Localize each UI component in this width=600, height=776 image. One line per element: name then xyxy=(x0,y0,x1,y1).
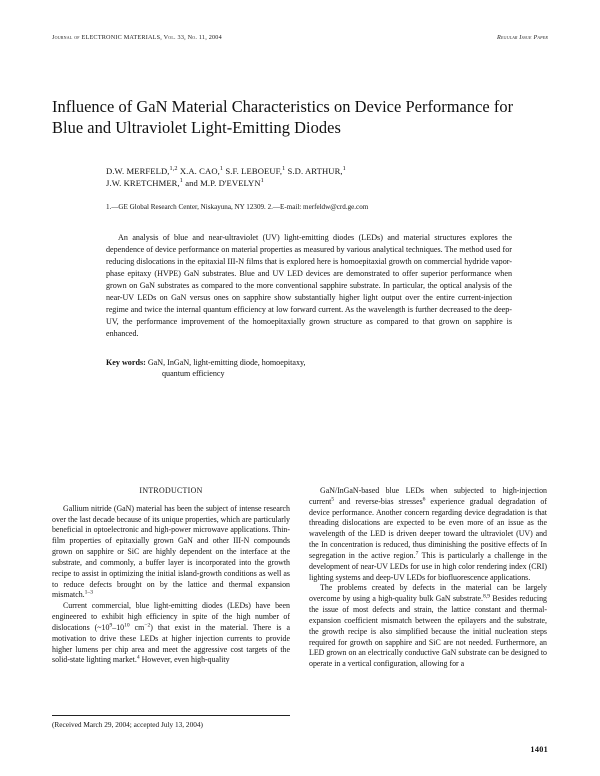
author-line-1: D.W. MERFELD,$^{1,2}$ X.A. CAO,$^1$ S.F. LEBOEUF,$^1$ S.D. ARTHUR,$^1$ xyxy=(106,164,346,176)
section-heading-introduction: INTRODUCTION xyxy=(139,486,203,495)
citation-6: 6 xyxy=(422,496,426,503)
affiliation: 1.—GE Global Research Center, Niskayuna, NY 12309. 2.—E-mail: merfeldw@crd.ge.com xyxy=(106,202,369,211)
paragraph-intro-2-text-d: However, even high-quality xyxy=(139,655,230,665)
left-column xyxy=(52,486,290,730)
keywords-line-1: GaN, InGaN, light-emitting diode, homoepitaxy, xyxy=(147,357,306,367)
article-type: Regular Issue Paper xyxy=(497,34,548,41)
paragraph-right-1-text-d: This is particularly a challenge in the development of near-UV LEDs for use in high color rendering index (CRI) lighting systems and deep-UV LEDs for biofluorescence applications. xyxy=(309,550,547,582)
paragraph-intro-2-text-c: ) that exist in the material. There is a motivation to drive these LEDs at higher injection currents to provide higher lumens per chip area and meet the aggressive cost targets of the solid-state lighting market. xyxy=(52,622,290,665)
keywords xyxy=(106,357,488,380)
paragraph-intro-2-text-b: cm xyxy=(129,622,145,632)
paragraph-right-2-text-a: The problems created by defects in the material can be largely overcome by using a high-quality bulk GaN substrate. xyxy=(309,583,547,604)
exponent-10: 10 xyxy=(124,622,130,629)
page-number: 1401 xyxy=(530,745,548,754)
body-columns xyxy=(52,486,548,730)
title-block xyxy=(52,96,548,139)
paragraph-intro-2-text-a: Current commercial, blue light-emitting diodes (LEDs) have been engineered to exhibit high efficiency in spite of the high number of dislocations (~10 xyxy=(52,601,290,632)
citation-1-3: 1–3 xyxy=(84,589,94,596)
paragraph-right-1-text-b: and reverse-bias stresses xyxy=(334,496,423,506)
author-line-2: J.W. KRETCHMER,$^1$ and M.P. D'EVELYN$^1$ xyxy=(106,177,264,189)
paragraph-right-2 xyxy=(309,583,547,670)
citation-5: 5 xyxy=(331,496,335,503)
exponent-minus-2: −2 xyxy=(144,622,151,629)
citation-8-9: 8,9 xyxy=(483,593,491,600)
citation-7: 7 xyxy=(415,550,419,557)
paragraph-right-1-text-c: experience gradual degradation of device performance. Another concern regarding device degradation is that threading dislocations are expected to be even more of an issue as the wavelength of the LED is driven deeper toward the ultraviolet (UV) and the In concentration is reduced, thus diminishing the positive effects of In segregation in the active region. xyxy=(309,496,547,560)
paragraph-intro-1 xyxy=(52,504,290,601)
page-title: Influence of GaN Material Characteristics on Device Performance for Blue and Ultraviolet Light-Emitting Diodes xyxy=(52,97,514,138)
exponent-9: 9 xyxy=(109,622,113,629)
paragraph-intro-1-text: Gallium nitride (GaN) material has been the subject of intense research over the last decade because of its unique properties, which are particularly beneficial in optoelectronic and high-power microwave applications. Thin-film properties of epitaxially grown GaN and other III-N compounds grown on sapphire or SiC are highly dependent on the interface at the substrate, and commonly, a buffer layer is incorporated into the growth recipe to assist in optimizing the initial island-growth conditions as well as to reduce defects brought on by the lattice and thermal expansion mismatch. xyxy=(52,503,290,600)
keywords-label: Key words: xyxy=(106,357,146,367)
abstract xyxy=(106,232,512,339)
received-note: (Received March 29, 2004; accepted July 13, 2004) xyxy=(52,715,290,730)
range-dash-10: –10 xyxy=(112,622,125,632)
paragraph-right-2-text-b: Besides reducing the issue of most defects and strain, the lattice constant and thermal-expansion coefficient mismatch between the epilayers and the substrate, the growth recipe is also simplified because the initial nucleation steps required for growth on sapphire and SiC are not needed. Furthermore, an LED grown on an electrically conductive GaN substrate can be designed to operate in a vertical configuration, allowing for a xyxy=(309,594,547,669)
abstract-text: An analysis of blue and near-ultraviolet (UV) light-emitting diodes (LEDs) and material structures explores the dependence of device performance on material properties as measured by various analytical techniques. The method used for reducing dislocations in the epitaxial III-N films that is explored here is homoepitaxial growth on commercial hydride vapor-phase epitaxy (HVPE) GaN substrates. Blue and UV LED devices are demonstrated to offer superior performance when grown on GaN substrates as compared to the more conventional sapphire substrate. In particular, the optical analysis of the near-UV LEDs on GaN versus ones on sapphire show substantially higher light output over the entire current-injection regime and twice the internal quantum efficiency at low forward current. As the wavelength is further decreased to the deep-UV, the performance improvement of the homoepitaxially grown structure as compared to that grown on sapphire is enhanced. xyxy=(106,233,512,338)
paragraph-intro-2 xyxy=(52,601,290,666)
author-list xyxy=(106,165,548,190)
running-head xyxy=(52,34,548,44)
keywords-line-2: quantum efficiency xyxy=(162,369,225,379)
paragraph-right-1 xyxy=(309,486,547,583)
journal-reference: Journal of ELECTRONIC MATERIALS, Vol. 33, No. 11, 2004 xyxy=(52,34,222,41)
paragraph-right-1-text-a: GaN/InGaN-based blue LEDs when subjected to high-injection current xyxy=(309,486,547,506)
right-column xyxy=(309,486,547,730)
citation-4: 4 xyxy=(136,654,140,661)
